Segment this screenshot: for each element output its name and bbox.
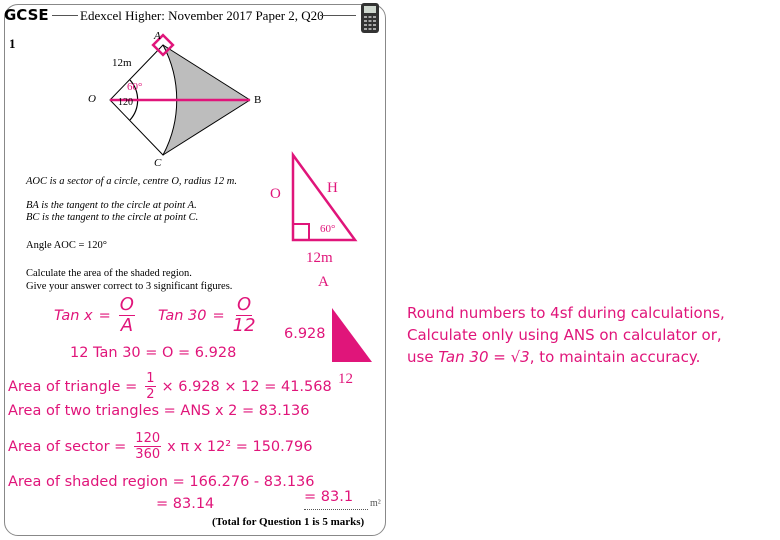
triangle-angle: 60° xyxy=(320,223,336,235)
label-C: C xyxy=(154,157,162,169)
question-line-3: BC is the tangent to the circle at point C. xyxy=(26,212,199,223)
paper-reference: Edexcel Higher: November 2017 Paper 2, Q20 xyxy=(80,8,324,23)
filled-triangle xyxy=(328,306,376,364)
tan-30-equation: Tan 30 = $\frac{O}{12}$ xyxy=(158,294,256,336)
tan-x-equation: Tan x = $\frac{O}{A}$ xyxy=(54,294,134,336)
adjacent-value: 12 xyxy=(338,371,353,387)
question-number: 1 xyxy=(9,36,16,51)
total-marks: (Total for Question 1 is 5 marks) xyxy=(212,516,365,528)
area-two-triangles: Area of two triangles = ANS x 2 = 83.136 xyxy=(8,403,310,419)
triangle-side: 12m xyxy=(306,250,333,266)
label-B: B xyxy=(254,94,262,106)
triangle-label-O: O xyxy=(270,186,281,202)
question-line-1: AOC is a sector of a circle, centre O, radius 12 m. xyxy=(26,176,237,187)
note-line-2: Calculate only using ANS on calculator or, xyxy=(407,326,722,344)
question-line-5: Calculate the area of the shaded region. xyxy=(26,268,192,279)
area-sector-line: Area of sector = $\frac{120}{360}$ x π x 12² = 150.796 xyxy=(8,431,313,462)
note-line-3: use Tan 30 = √3, to maintain accuracy. xyxy=(407,348,701,366)
note-line-1: Round numbers to 4sf during calculations, xyxy=(407,304,725,322)
area-shaded-line: Area of shaded region = 166.276 - 83.136 xyxy=(8,474,315,490)
area-shaded-result: = 83.14 xyxy=(156,496,215,512)
answer-units: m² xyxy=(370,498,381,509)
label-A: A xyxy=(154,30,161,42)
angle-60-label: 60° xyxy=(127,81,143,93)
angle-120-label: 120 xyxy=(118,97,133,108)
gcse-title: GCSE xyxy=(4,6,49,24)
question-line-4: Angle AOC = 120° xyxy=(26,240,107,251)
area-triangle-line: Area of triangle = $\frac{1}{2}$ × 6.928 × 12 = 41.568 xyxy=(8,371,332,402)
final-answer: = 83.1 xyxy=(304,489,354,505)
label-O: O xyxy=(88,93,96,105)
radius-label: 12m xyxy=(112,57,132,69)
triangle-label-H: H xyxy=(327,180,338,196)
question-line-6: Give your answer correct to 3 significant figures. xyxy=(26,281,233,292)
triangle-label-A: A xyxy=(318,274,329,290)
question-line-2: BA is the tangent to the circle at point A. xyxy=(26,200,197,211)
opposite-calculation: 12 Tan 30 = O = 6.928 xyxy=(70,345,237,361)
opposite-value: 6.928 xyxy=(284,326,326,342)
answer-line xyxy=(304,509,368,510)
